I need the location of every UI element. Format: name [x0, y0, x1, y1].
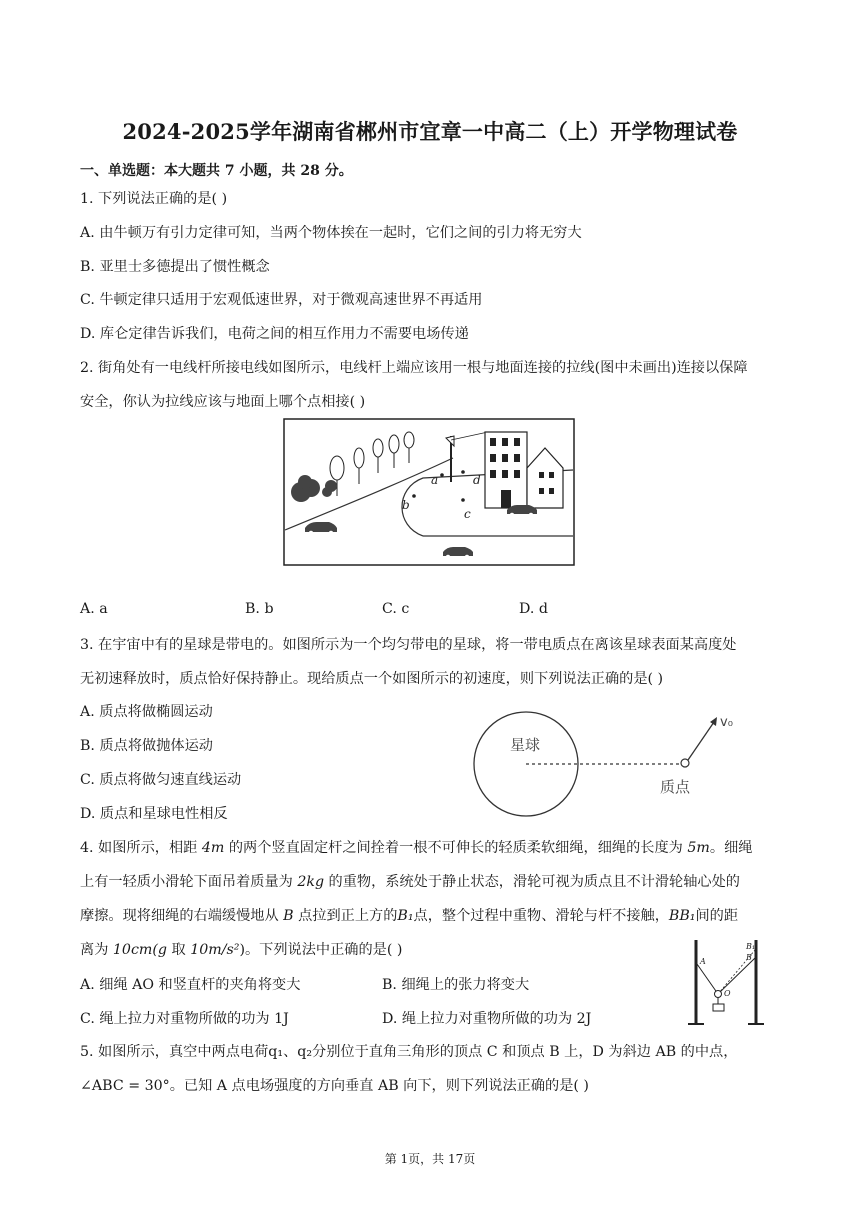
q2-point-a: a [431, 473, 439, 487]
q4-stem-line3: 摩擦。现将细绳的右端缓慢地从 B 点拉到正上方的B₁点，整个过程中重物、滑轮与杆不接触，BB₁间的距 [80, 908, 739, 924]
page-footer: 第 1页，共 17页 [384, 1152, 476, 1166]
q3-option-d: D. 质点和星球电性相反 [80, 806, 228, 822]
q1-option-c: C. 牛顿定律只适用于宏观低速世界，对于微观高速世界不再适用 [80, 292, 483, 308]
q4-option-b: B. 细绳上的张力将变大 [382, 977, 530, 993]
q4-point-a: A [700, 957, 706, 966]
q3-v0-label: v₀ [720, 715, 733, 730]
q2-point-c: c [464, 507, 471, 521]
q1-option-a: A. 由牛顿万有引力定律可知，当两个物体挨在一起时，它们之间的引力将无穷大 [80, 225, 582, 241]
q2-option-c: C. c [382, 601, 410, 617]
q4-option-c: C. 绳上拉力对重物所做的功为 1J [80, 1011, 289, 1027]
q1-stem: 1. 下列说法正确的是( ) [80, 191, 228, 207]
q1-option-b: B. 亚里士多德提出了惯性概念 [80, 259, 270, 275]
q1-option-d: D. 库仑定律告诉我们，电荷之间的相互作用力不需要电场传递 [80, 326, 469, 342]
q3-option-c: C. 质点将做匀速直线运动 [80, 772, 242, 788]
section-heading: 一、单选题：本大题共 7 小题，共 28 分。 [80, 163, 353, 179]
q4-point-b1: B₁ [746, 942, 756, 951]
q3-stem-line2: 无初速释放时，质点恰好保持静止。现给质点一个如图所示的初速度，则下列说法正确的是( ) [80, 671, 664, 687]
q5-stem-line1: 5. 如图所示，真空中两点电荷q₁、q₂分别位于直角三角形的顶点 C 和顶点 B 上，D 为斜边 AB 的中点， [80, 1044, 738, 1060]
q3-option-b: B. 质点将做抛体运动 [80, 738, 213, 754]
q2-option-a: A. a [80, 601, 108, 617]
q2-street-figure [283, 418, 575, 566]
q4-point-b: B [746, 953, 752, 962]
q3-option-a: A. 质点将做椭圆运动 [80, 704, 213, 720]
q4-stem-line1: 4. 如图所示，相距 4m 的两个竖直固定杆之间拴着一根不可伸长的轻质柔软细绳，细绳的长度为 5m。细绳 [80, 840, 753, 856]
q3-planet-label: 星球 [510, 736, 541, 754]
q2-stem-line1: 2. 街角处有一电线杆所接电线如图所示，电线杆上端应该用一根与地面连接的拉线(图中未画出)连接以保障 [80, 360, 748, 376]
q3-stem-line1: 3. 在宇宙中有的星球是带电的。如图所示为一个均匀带电的星球，将一带电质点在离该星球表面某高度处 [80, 637, 737, 653]
q4-stem-line4: 离为 10cm(g 取 10m/s²)。下列说法中正确的是( ) [80, 942, 403, 958]
q4-option-a: A. 细绳 AO 和竖直杆的夹角将变大 [80, 977, 301, 993]
q4-stem-line2: 上有一轻质小滑轮下面吊着质量为 2kg 的重物，系统处于静止状态，滑轮可视为质点且不计滑轮轴心处的 [80, 874, 740, 890]
q2-point-d: d [473, 473, 481, 487]
q3-planet-figure [470, 700, 760, 825]
q2-option-b: B. b [245, 601, 274, 617]
q2-point-b: b [402, 498, 410, 512]
q2-stem-line2: 安全，你认为拉线应该与地面上哪个点相接( ) [80, 394, 366, 410]
q4-option-d: D. 绳上拉力对重物所做的功为 2J [382, 1011, 592, 1027]
q5-stem-line2: ∠ABC = 30°。已知 A 点电场强度的方向垂直 AB 向下，则下列说法正确的是( ) [80, 1078, 589, 1094]
q3-particle-label: 质点 [660, 778, 691, 796]
page-title: 2024-2025学年湖南省郴州市宜章一中高二（上）开学物理试卷 [122, 119, 738, 144]
q4-rope-figure [686, 936, 766, 1028]
q4-point-o: O [724, 989, 731, 998]
q2-option-d: D. d [519, 601, 548, 617]
